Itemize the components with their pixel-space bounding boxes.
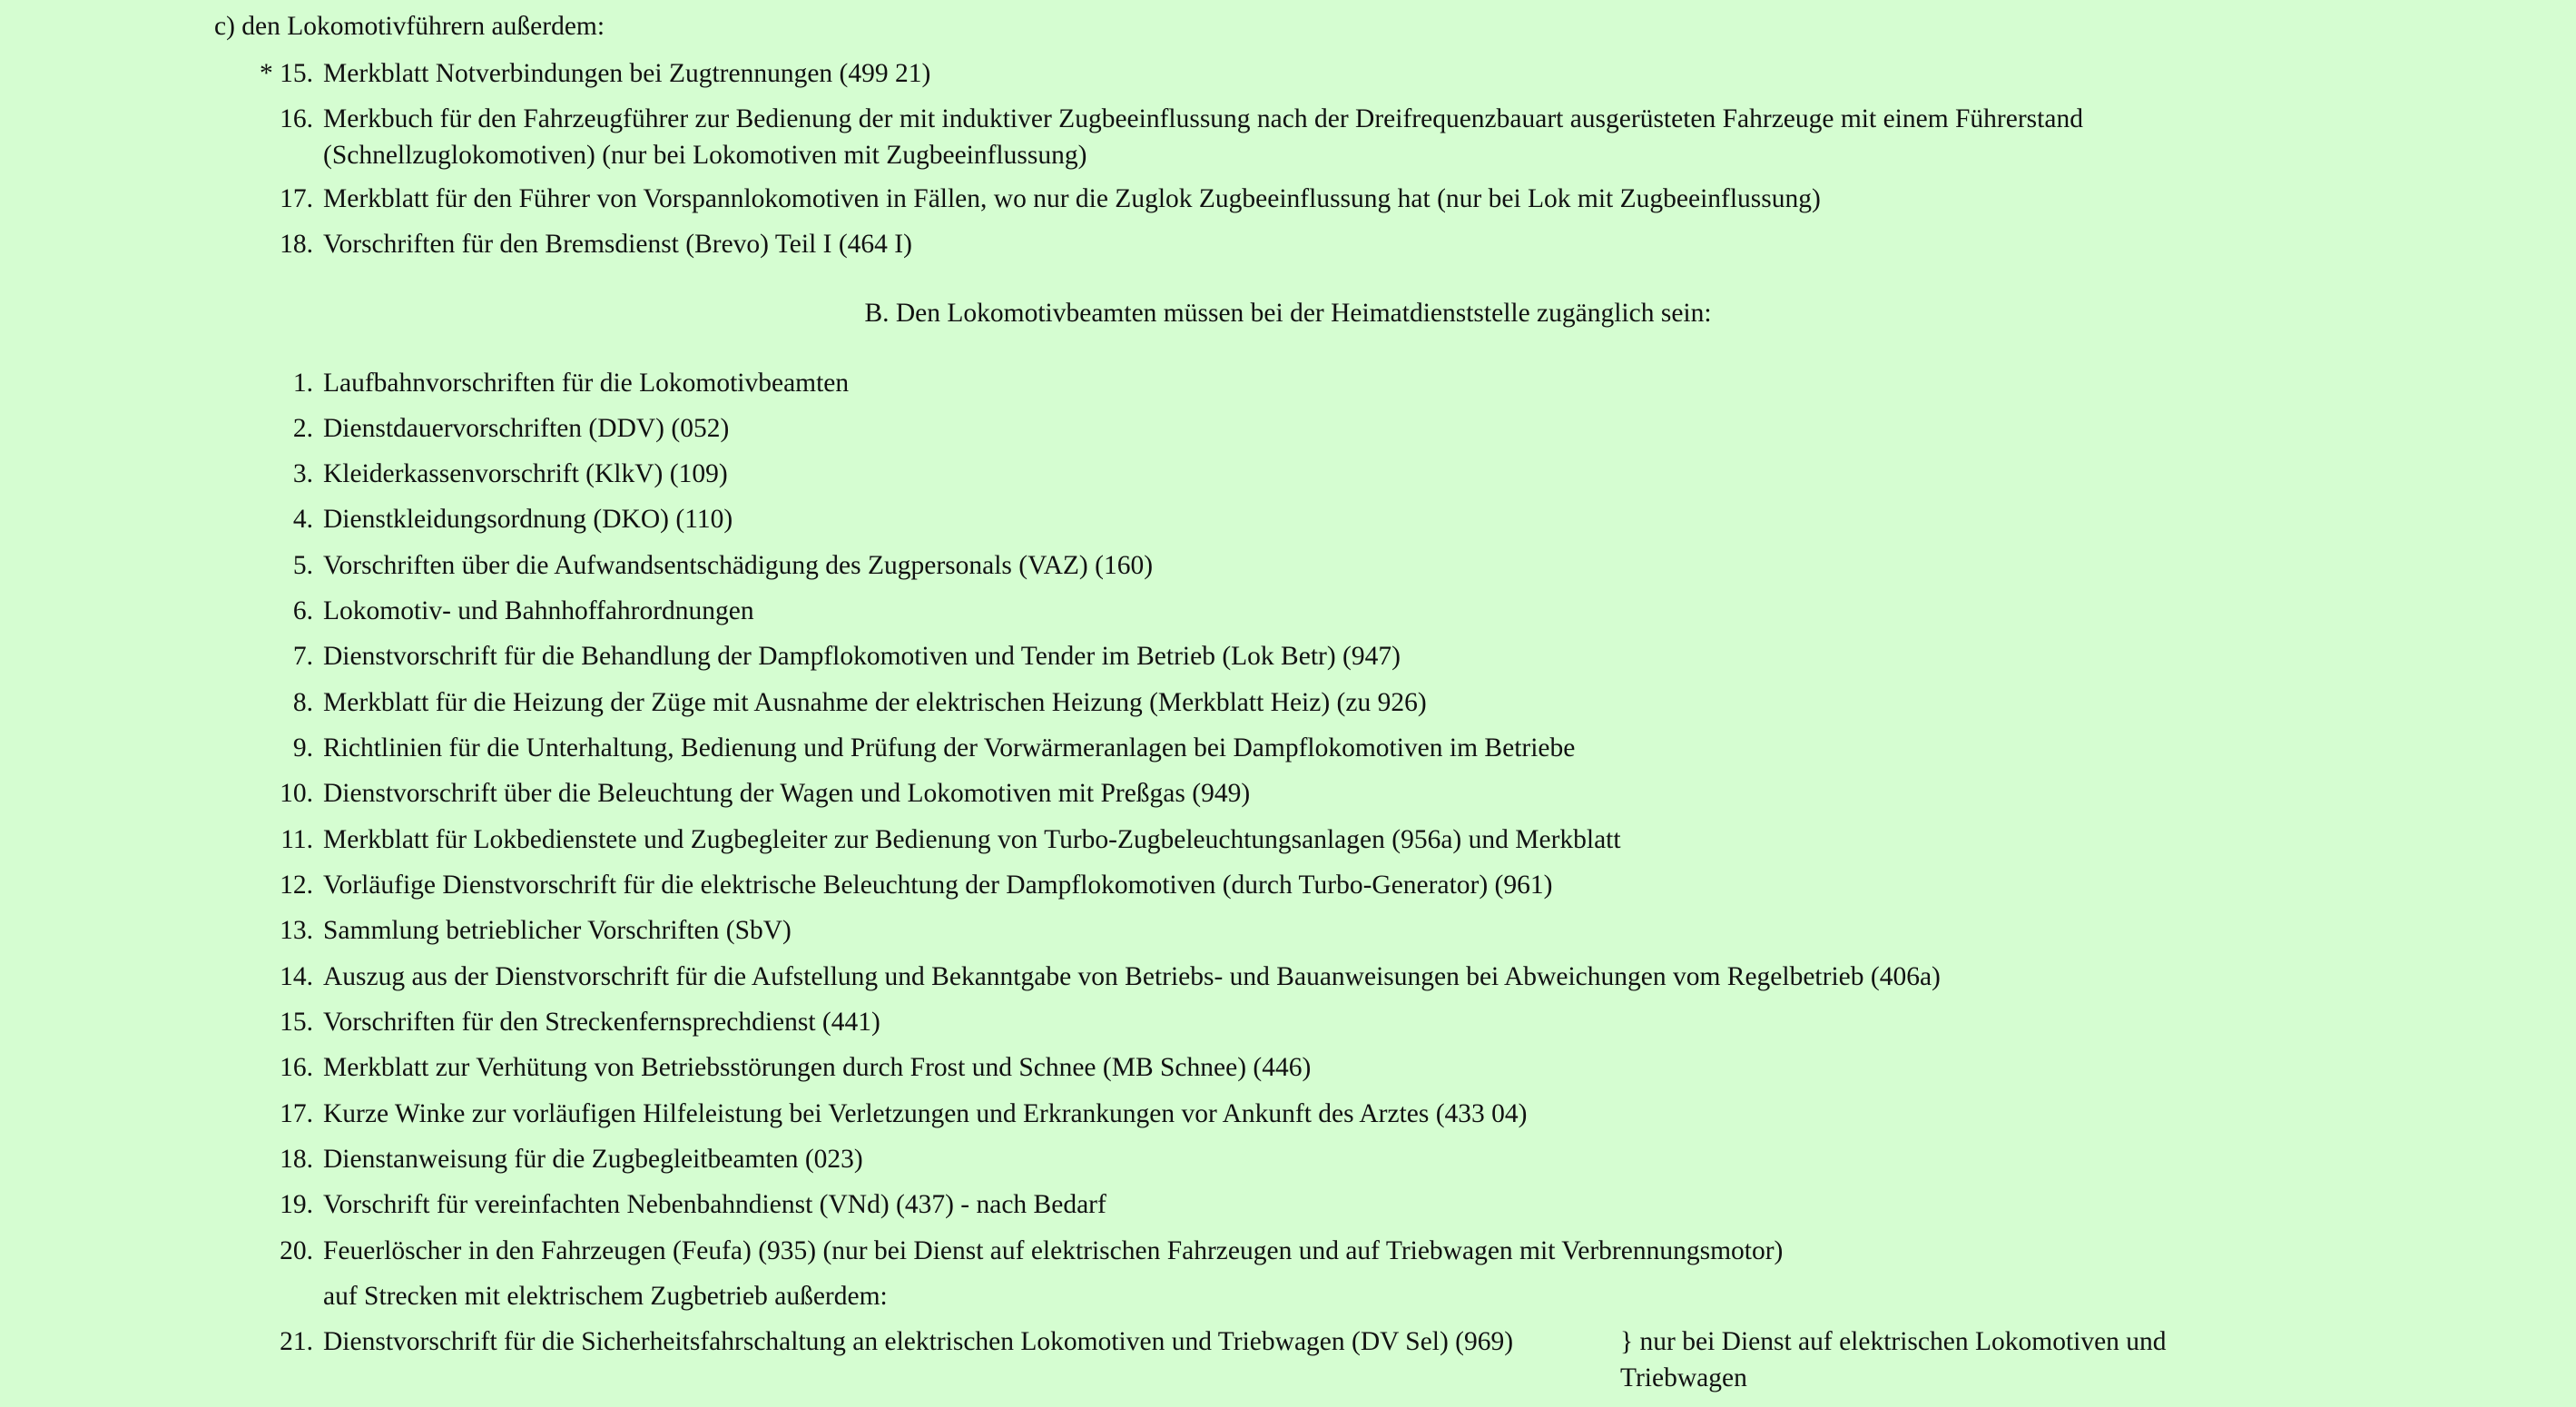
list-item-number: 17. bbox=[280, 184, 313, 213]
list-item-text: Dienstkleidungsordnung (DKO) (110) bbox=[323, 505, 733, 534]
list-item-text: Merkblatt Notverbindungen bei Zugtrennungen (499 21) bbox=[323, 59, 931, 88]
list-item-text: Dienstdauervorschriften (DDV) (052) bbox=[323, 414, 730, 443]
list-item-number: 18. bbox=[280, 1145, 313, 1174]
list-item-text: Merkbuch für den Fahrzeugführer zur Bedienung der mit induktiver Zugbeeinflussung nach der Dreifrequenzbauart ausgerüsteten Fahrzeuge mit einem Führerstand (Schnellzuglokomotiven) (nur bei Lokomotiven mit Zugbeeinflussung) bbox=[323, 104, 2083, 170]
list-item-text: Vorschrift für vereinfachten Nebenbahndienst (VNd) (437) - nach Bedarf bbox=[323, 1190, 1106, 1219]
list-item-number: 7. bbox=[292, 642, 313, 671]
list-item-number: 14. bbox=[280, 962, 313, 991]
list-item-text: Merkblatt zur Verhütung von Betriebsstörungen durch Frost und Schnee (MB Schnee) (446) bbox=[323, 1053, 1312, 1082]
list-item-number: 9. bbox=[292, 733, 313, 763]
list-item-number: 15. bbox=[280, 1008, 313, 1037]
list-item-number: 8. bbox=[292, 688, 313, 717]
list-item-text: Lokomotiv- und Bahnhoffahrordnungen bbox=[323, 596, 754, 625]
list-item-number: 11. bbox=[280, 825, 313, 854]
list-item-text: Kurze Winke zur vorläufigen Hilfeleistung bei Verletzungen und Erkrankungen vor Ankunft des Arztes (433 04) bbox=[323, 1099, 1528, 1128]
list-item-text: Dienstvorschrift über die Beleuchtung der Wagen und Lokomotiven mit Preßgas (949) bbox=[323, 779, 1251, 808]
list-item-text: Sammlung betrieblicher Vorschriften (SbV) bbox=[323, 916, 791, 945]
list-item-text: Dienstvorschrift für die Sicherheitsfahrschaltung an elektrischen Lokomotiven und Triebwagen (DV Sel) (969) bbox=[323, 1327, 1514, 1356]
section-b-heading: B. Den Lokomotivbeamten müssen bei der Heimatdienststelle zugänglich sein: bbox=[864, 299, 1712, 328]
list-item-number: 16. bbox=[280, 104, 313, 133]
list-item-text: Vorschriften für den Streckenfernsprechdienst (441) bbox=[323, 1008, 880, 1037]
list-item-number: 12. bbox=[280, 871, 313, 900]
list-item-number: 1. bbox=[292, 369, 313, 398]
brace-note: } nur bei Dienst auf elektrischen Lokomotiven und Triebwagen bbox=[1620, 1327, 2167, 1392]
list-item-text: Merkblatt für Lokbedienstete und Zugbegleiter zur Bedienung von Turbo-Zugbeleuchtungsanlagen (956a) und Merkblatt bbox=[323, 825, 1621, 854]
section-c-heading: c) den Lokomotivführern außerdem: bbox=[214, 12, 605, 41]
list-item-text: Merkblatt für den Führer von Vorspannlokomotiven in Fällen, wo nur die Zuglok Zugbeeinflussung hat (nur bei Lok mit Zugbeeinflussung) bbox=[323, 184, 1821, 213]
list-item-text: Vorschriften über die Aufwandsentschädigung des Zugpersonals (VAZ) (160) bbox=[323, 551, 1154, 580]
list-item-number: 21. bbox=[280, 1327, 313, 1356]
list-item-number: 4. bbox=[292, 505, 313, 534]
list-item-number: 3. bbox=[292, 459, 313, 488]
list-item-text: Vorschriften für den Bremsdienst (Brevo) Teil I (464 I) bbox=[323, 230, 912, 259]
list-item-number: 6. bbox=[292, 596, 313, 625]
list-item-number: 17. bbox=[280, 1099, 313, 1128]
list-item-number: 10. bbox=[280, 779, 313, 808]
list-item-number: 18. bbox=[280, 230, 313, 259]
list-item-text: Merkblatt für die Heizung der Züge mit Ausnahme der elektrischen Heizung (Merkblatt Heiz) (zu 926) bbox=[323, 688, 1427, 717]
list-item-number: * 15. bbox=[260, 59, 313, 88]
list-item-text: Laufbahnvorschriften für die Lokomotivbeamten bbox=[323, 369, 850, 398]
section-b-subheading: auf Strecken mit elektrischem Zugbetrieb außerdem: bbox=[323, 1282, 888, 1311]
list-item-text: Dienstvorschrift für die Behandlung der Dampflokomotiven und Tender im Betrieb (Lok Betr) (947) bbox=[323, 642, 1401, 671]
list-item-text: Dienstanweisung für die Zugbegleitbeamten (023) bbox=[323, 1145, 863, 1174]
list-item-text: Feuerlöscher in den Fahrzeugen (Feufa) (935) (nur bei Dienst auf elektrischen Fahrzeugen und auf Triebwagen mit Verbrennungsmotor) bbox=[323, 1236, 1784, 1265]
list-item-text: Richtlinien für die Unterhaltung, Bedienung und Prüfung der Vorwärmeranlagen bei Dampflokomotiven im Betriebe bbox=[323, 733, 1576, 763]
list-item-number: 19. bbox=[280, 1190, 313, 1219]
list-item-number: 2. bbox=[292, 414, 313, 443]
list-item-number: 20. bbox=[280, 1236, 313, 1265]
list-item-text: Auszug aus der Dienstvorschrift für die Aufstellung und Bekanntgabe von Betriebs- und Bauanweisungen bei Abweichungen vom Regelbetrieb (406a) bbox=[323, 962, 1941, 991]
list-item-number: 5. bbox=[292, 551, 313, 580]
list-item-number: 13. bbox=[280, 916, 313, 945]
list-item-text: Vorläufige Dienstvorschrift für die elektrische Beleuchtung der Dampflokomotiven (durch Turbo-Generator) (961) bbox=[323, 871, 1553, 900]
list-item-number: 16. bbox=[280, 1053, 313, 1082]
list-item-text: Kleiderkassenvorschrift (KlkV) (109) bbox=[323, 459, 728, 488]
